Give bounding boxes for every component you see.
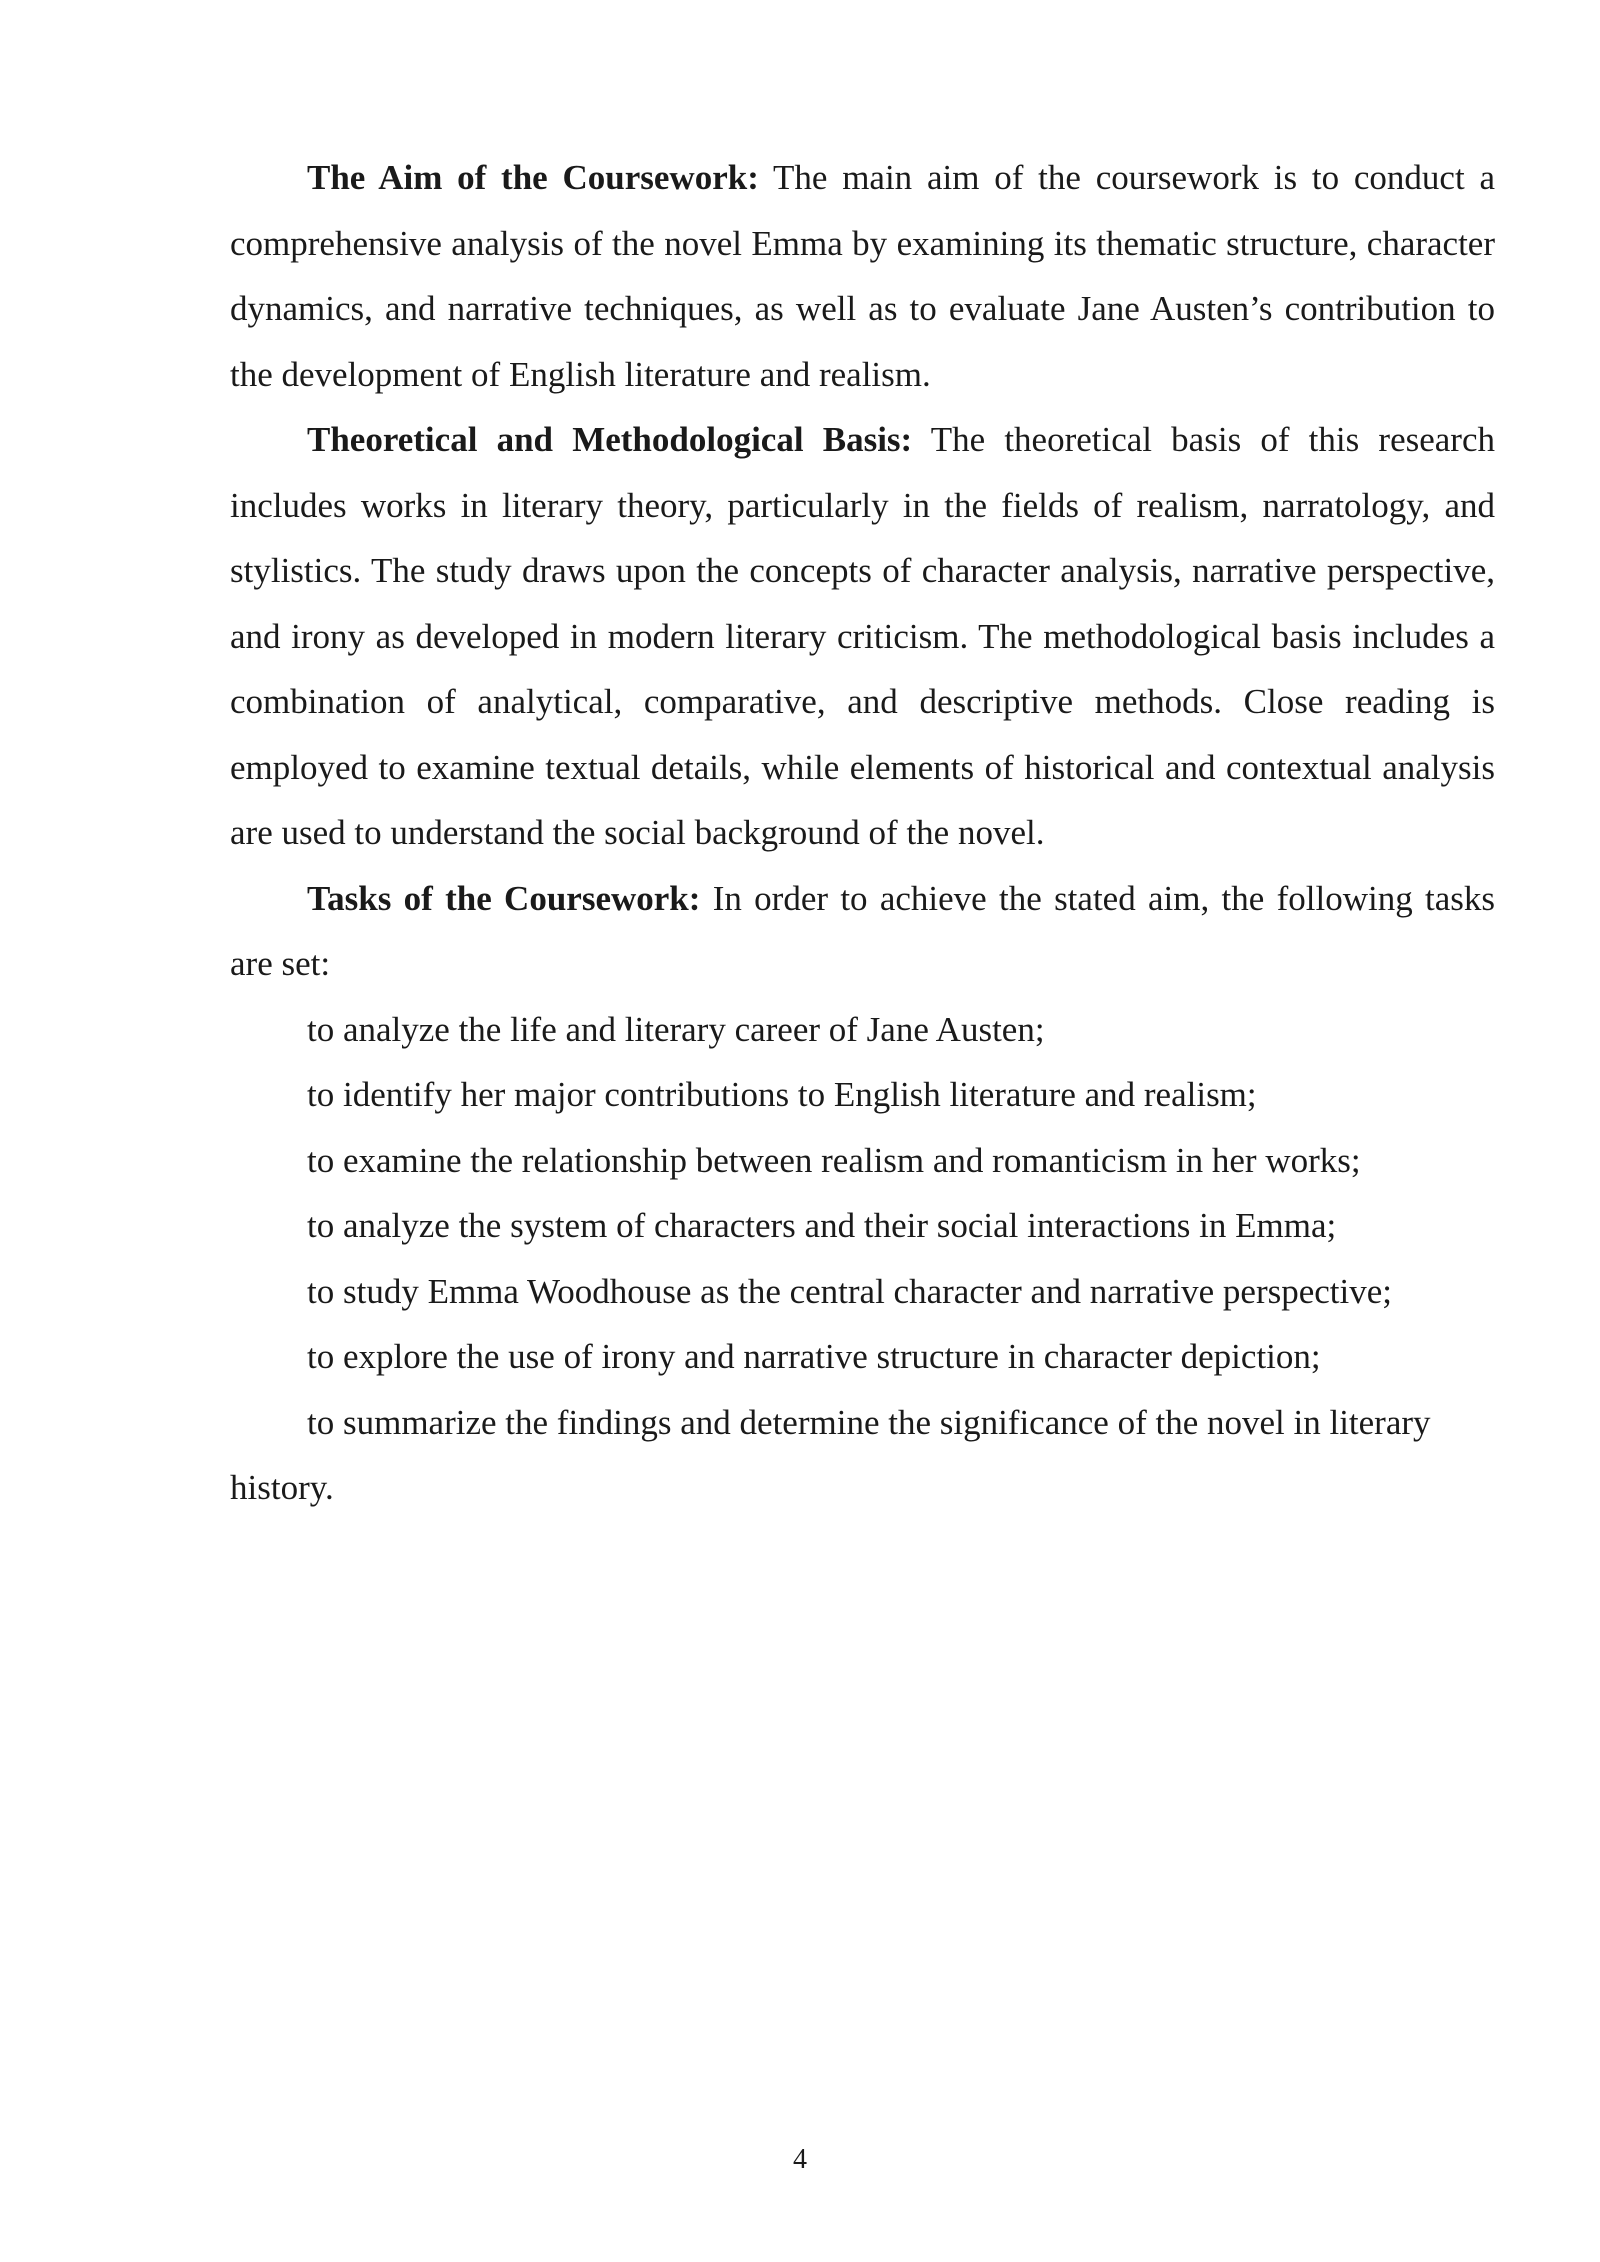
tasks-paragraph	[230, 866, 1495, 997]
task-item: to examine the relationship between realism and romanticism in her works;	[307, 1140, 1361, 1180]
aim-text: The main aim of the coursework is to conduct a comprehensive analysis of the novel Emma by examining its thematic structure, character dynamics, and narrative techniques, as well as to evaluate Jane Austen’s contribution to the development of English literature and realism.	[230, 158, 1495, 394]
basis-paragraph	[230, 407, 1495, 866]
task-item: to analyze the life and literary career of Jane Austen;	[307, 1009, 1045, 1049]
tasks-text: In order to achieve the stated aim, the following tasks are set:	[230, 878, 1495, 983]
task-item: to explore the use of irony and narrative structure in character depiction;	[307, 1337, 1321, 1376]
task-item: to study Emma Woodhouse as the central character and narrative perspective;	[307, 1271, 1392, 1311]
task-item: to summarize the findings and determine the significance of the novel in literary history.	[230, 1402, 1431, 1507]
page-content	[230, 145, 1495, 1521]
aim-heading: The Aim of the Coursework:	[307, 158, 759, 197]
task-item: to identify her major contributions to English literature and realism;	[307, 1075, 1257, 1114]
basis-heading: Theoretical and Methodological Basis:	[307, 420, 913, 459]
page-number: 4	[793, 2144, 807, 2175]
basis-text: The theoretical basis of this research includes works in literary theory, particularly in the fields of realism, narratology, and stylistics. The study draws upon the concepts of character analysis, narrative perspective, and irony as developed in modern literary criticism. The methodological basis includes a combination of analytical, comparative, and descriptive methods. Close reading is employed to examine textual details, while elements of historical and contextual analysis are used to understand the social background of the novel.	[230, 420, 1495, 852]
task-item: to analyze the system of characters and their social interactions in Emma;	[307, 1206, 1337, 1245]
tasks-heading: Tasks of the Coursework:	[307, 878, 701, 918]
aim-paragraph	[230, 145, 1495, 407]
